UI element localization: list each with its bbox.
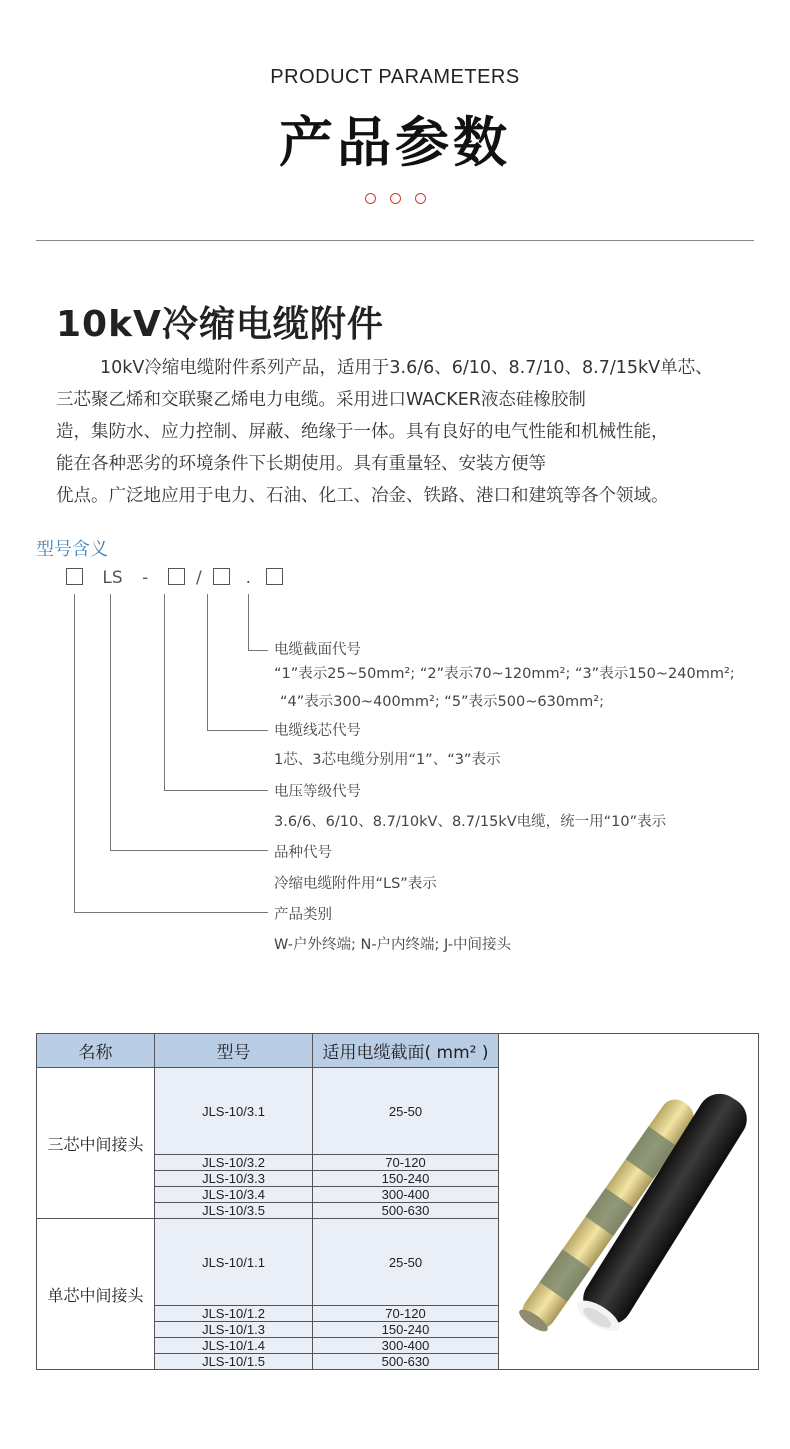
model-cell: JLS-10/3.3: [155, 1171, 313, 1187]
tree-line: [248, 650, 268, 651]
code-item-title: 电缆截面代号: [274, 642, 361, 658]
section-cell: 150-240: [313, 1171, 499, 1187]
model-meaning-heading: 型号含义: [36, 539, 108, 560]
table-header-section: 适用电缆截面( mm² ): [313, 1034, 499, 1068]
model-cell: JLS-10/3.2: [155, 1155, 313, 1171]
code-item-desc: “4”表示300~400mm²; “5”表示500~630mm²;: [280, 694, 605, 710]
group-name: 单芯中间接头: [37, 1219, 155, 1370]
section-title-en: PRODUCT PARAMETERS: [270, 66, 520, 88]
divider: [36, 240, 754, 241]
section-title-cn: 产品参数: [279, 111, 511, 174]
code-item-desc: “1”表示25~50mm²; “2”表示70~120mm²; “3”表示150~240mm²;: [274, 666, 735, 682]
tree-line: [164, 594, 165, 790]
description-line: 10kV冷缩电缆附件系列产品，适用于3.6/6、6/10、8.7/10、8.7/15kV单芯、: [100, 358, 713, 378]
section-cell: 300-400: [313, 1187, 499, 1203]
table-header-name: 名称: [37, 1034, 155, 1068]
code-item-title: 电缆线芯代号: [274, 723, 361, 739]
product-photo: [499, 1034, 759, 1370]
spec-table: [36, 1033, 759, 1370]
tree-line: [248, 594, 249, 650]
model-cell: JLS-10/3.4: [155, 1187, 313, 1203]
section-cell: 25-50: [313, 1068, 499, 1155]
model-cell: JLS-10/3.5: [155, 1203, 313, 1219]
decorative-dots: [0, 193, 790, 204]
code-item-desc: 冷缩电缆附件用“LS”表示: [274, 876, 437, 892]
model-cell: JLS-10/3.1: [155, 1068, 313, 1155]
code-item-desc: 1芯、3芯电缆分别用“1”、“3”表示: [274, 752, 501, 768]
section-cell: 70-120: [313, 1306, 499, 1322]
description-line: 优点。广泛地应用于电力、石油、化工、冶金、铁路、港口和建筑等各个领域。: [56, 486, 669, 506]
description-line: 三芯聚乙烯和交联聚乙烯电力电缆。采用进口WACKER液态硅橡胶制: [56, 390, 586, 410]
section-cell: 300-400: [313, 1338, 499, 1354]
code-item-title: 品种代号: [274, 845, 332, 861]
tree-line: [207, 730, 268, 731]
model-cell: JLS-10/1.2: [155, 1306, 313, 1322]
cold-shrink-joint-image: [500, 1034, 758, 1366]
tree-line: [207, 594, 208, 730]
code-item-desc: 3.6/6、6/10、8.7/10kV、8.7/15kV电缆，统一用“10”表示: [274, 814, 667, 830]
code-slash: /: [196, 568, 202, 588]
product-title: 10kV冷缩电缆附件: [56, 304, 384, 345]
code-box: [168, 568, 185, 585]
code-box: [66, 568, 83, 585]
code-dot: .: [245, 568, 251, 588]
section-cell: 25-50: [313, 1219, 499, 1306]
section-cell: 500-630: [313, 1203, 499, 1219]
code-box: [213, 568, 230, 585]
tree-line: [164, 790, 268, 791]
model-code: [66, 568, 283, 588]
table-header-model: 型号: [155, 1034, 313, 1068]
code-box: [266, 568, 283, 585]
tree-line: [74, 594, 75, 912]
model-cell: JLS-10/1.5: [155, 1354, 313, 1370]
product-description: [56, 352, 756, 512]
code-dash: -: [142, 568, 149, 588]
circle-icon: [390, 193, 401, 204]
section-cell: 500-630: [313, 1354, 499, 1370]
code-item-title: 电压等级代号: [274, 784, 361, 800]
description-line: 造，集防水、应力控制、屏蔽、绝缘于一体。具有良好的电气性能和机械性能，: [56, 422, 669, 442]
model-cell: JLS-10/1.3: [155, 1322, 313, 1338]
description-line: 能在各种恶劣的环境条件下长期使用。具有重量轻、安装方便等: [56, 454, 546, 474]
group-name: 三芯中间接头: [37, 1068, 155, 1219]
model-cell: JLS-10/1.4: [155, 1338, 313, 1354]
model-cell: JLS-10/1.1: [155, 1219, 313, 1306]
code-ls: LS: [102, 568, 123, 588]
tree-line: [110, 594, 111, 850]
tree-line: [110, 850, 268, 851]
circle-icon: [415, 193, 426, 204]
circle-icon: [365, 193, 376, 204]
section-cell: 70-120: [313, 1155, 499, 1171]
tree-line: [74, 912, 268, 913]
code-item-title: 产品类别: [274, 907, 332, 923]
section-cell: 150-240: [313, 1322, 499, 1338]
code-item-desc: W-户外终端; N-户内终端; J-中间接头: [274, 937, 512, 953]
